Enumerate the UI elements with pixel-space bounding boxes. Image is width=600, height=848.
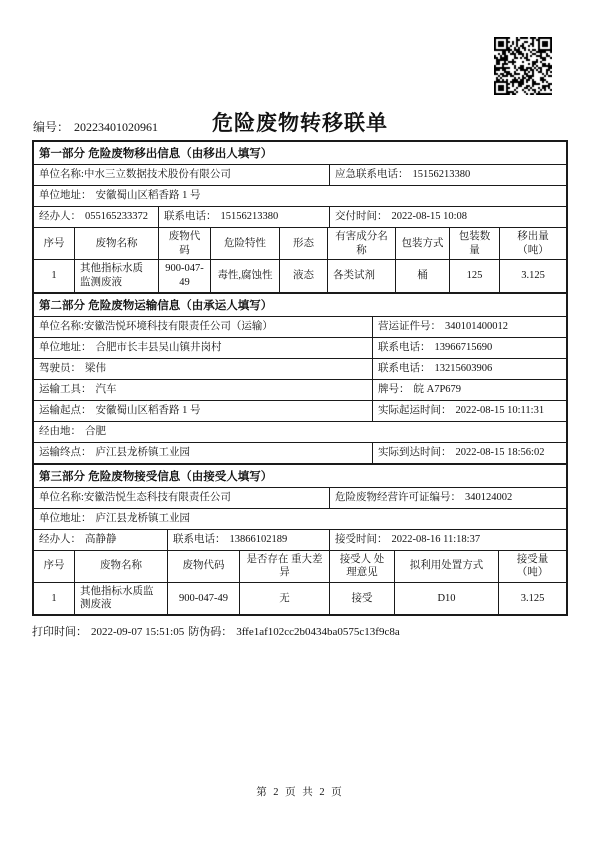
out-row-waste-code: 900-047-49 [158, 260, 210, 291]
part2-vehicle-label: 运输工具： [39, 383, 92, 395]
part1-row-unit [34, 164, 566, 185]
part1-emergency-phone-value: 15156213380 [412, 169, 471, 181]
part3-agent-label: 经办人： [39, 533, 81, 545]
page-title: 危险废物转移联单 [212, 112, 388, 135]
part1-emergency-phone-label: 应急联系电话： [335, 169, 409, 181]
in-table-header-seq: 序号 [43, 560, 65, 572]
out-row-form: 液态 [279, 260, 327, 291]
manifest-body [32, 140, 568, 639]
in-row-discrepancy: 无 [239, 583, 329, 614]
in-row-waste-code: 900-047-49 [167, 583, 239, 614]
part2-destination-value: 庐江县龙桥镇工业园 [95, 446, 190, 458]
part1-section-title: 第一部分 危险废物移出信息（由移出人填写） [39, 148, 273, 160]
part2-destination-label: 运输终点： [39, 446, 92, 458]
part1-unit-name-label: 单位名称: [39, 169, 84, 181]
out-table-header-waste-name: 废物名称 [74, 228, 158, 259]
part2-via-cell [34, 422, 566, 442]
part3-address-cell [34, 509, 566, 529]
in-table-header-amount: 接受量（吨） [498, 551, 566, 582]
part3-phone-value: 13866102189 [229, 533, 288, 545]
out-table-data-row [34, 259, 566, 291]
print-time-value: 2022-09-07 15:51:05 [91, 626, 185, 639]
part2-plate-value: 皖 A7P679 [413, 383, 462, 395]
out-table-header-form: 形态 [279, 228, 327, 259]
part2-row-via [34, 421, 566, 442]
part2-vehicle-value: 汽车 [95, 383, 117, 395]
part2-driver-value: 梁伟 [85, 362, 106, 374]
part2-section-title: 第二部分 危险废物运输信息（由承运人填写） [39, 299, 273, 312]
in-table-header-waste-name: 废物名称 [74, 551, 167, 582]
in-row-seq: 1 [51, 592, 57, 604]
page-number: 第 2 页 共 2 页 [256, 787, 344, 798]
part2-unit-name-cell [34, 317, 372, 337]
out-table-header-amount: 移出量（吨） [499, 228, 566, 259]
part3-row-unit [34, 487, 566, 508]
part2-vehicle-cell [34, 380, 372, 400]
part2-arrival-time-cell [372, 443, 566, 463]
document-number-label: 编号： [33, 120, 70, 134]
qr-code-image [494, 37, 552, 95]
part3-unit-name-cell [34, 488, 329, 508]
print-time-label: 打印时间： [32, 626, 87, 639]
part2-license-cell [372, 317, 566, 337]
part3-accept-time-label: 接受时间： [335, 533, 388, 545]
in-row-disposal: D10 [394, 583, 498, 614]
in-table-header-disposal: 拟利用处置方式 [394, 551, 498, 582]
part1-unit-name-value: 中水三立数据技术股份有限公司 [83, 169, 231, 181]
part3-permit-label: 危险废物经营许可证编号： [335, 491, 461, 503]
out-table-header-package: 包装方式 [395, 228, 449, 259]
part2-section-header [34, 292, 566, 316]
out-row-package-qty: 125 [449, 260, 499, 291]
part2-phone2-label: 联系电话： [378, 362, 431, 374]
out-table-header-row [34, 227, 566, 259]
antifake-code: 3ffe1af102cc2b0434ba0575c13f9c8a [236, 626, 400, 639]
part2-phone2-cell [372, 359, 566, 379]
in-table-header-waste-code: 废物代码 [167, 551, 239, 582]
part3-agent-cell [34, 530, 167, 550]
part3-unit-name-value: 安徽浩悦生态科技有限责任公司 [83, 491, 231, 503]
part2-origin-cell [34, 401, 372, 421]
part2-origin-label: 运输起点： [39, 404, 92, 416]
part1-phone-value: 15156213380 [220, 211, 279, 223]
part3-permit-cell [329, 488, 566, 508]
out-row-hazard: 毒性,腐蚀性 [210, 260, 279, 291]
part2-address-label: 单位地址： [39, 341, 92, 353]
part3-agent-value: 高静静 [85, 533, 117, 545]
part2-phone2-value: 13215603906 [434, 362, 493, 374]
part1-unit-name-cell [34, 165, 329, 185]
part1-section-header [34, 142, 566, 164]
part1-delivery-time-value: 2022-08-15 10:08 [391, 211, 468, 223]
part2-license-label: 营运证件号： [378, 320, 441, 332]
in-table-header-opinion: 接受人 处理意见 [329, 551, 394, 582]
part3-row-address [34, 508, 566, 529]
part2-phone1-value: 13966715690 [434, 341, 493, 353]
part2-via-label: 经由地： [39, 425, 81, 437]
part1-agent-label: 经办人： [39, 211, 81, 223]
part3-accept-time-cell [329, 530, 566, 550]
part3-row-agent [34, 529, 566, 550]
part1-phone-cell [158, 207, 329, 227]
out-table-header-package-qty: 包装数量 [449, 228, 499, 259]
out-table-header-hazard: 危险特性 [210, 228, 279, 259]
part2-phone1-cell [372, 338, 566, 358]
in-table-header-row [34, 550, 566, 582]
part1-address-label: 单位地址： [39, 190, 92, 202]
part3-address-label: 单位地址： [39, 512, 92, 524]
part2-driver-cell [34, 359, 372, 379]
part1-agent-cell [34, 207, 158, 227]
part3-permit-value: 340124002 [465, 491, 513, 503]
part2-arrival-time-label: 实际到达时间： [378, 446, 452, 458]
part2-destination-cell [34, 443, 372, 463]
part2-depart-time-label: 实际起运时间： [378, 404, 452, 416]
part3-address-value: 庐江县龙桥镇工业园 [95, 512, 190, 524]
manifest-table [32, 140, 568, 616]
part2-plate-label: 牌号： [378, 383, 410, 395]
part2-row-unit [34, 316, 566, 337]
part2-row-driver [34, 358, 566, 379]
part1-phone-label: 联系电话： [164, 211, 217, 223]
in-table-header-discrepancy: 是否存在 重大差异 [239, 551, 329, 582]
out-row-waste-name: 其他指标水质监测废液 [74, 260, 158, 291]
in-table-data-row [34, 582, 566, 614]
part2-row-vehicle [34, 379, 566, 400]
part2-driver-label: 驾驶员： [39, 362, 81, 374]
in-row-waste-name: 其他指标水质监测废液 [74, 583, 167, 614]
part2-via-value: 合肥 [85, 425, 106, 437]
part2-address-cell [34, 338, 372, 358]
part1-row-agent [34, 206, 566, 227]
out-table-header-waste-code: 废物代码 [158, 228, 210, 259]
part1-agent-value: 055165233372 [85, 211, 148, 223]
out-row-package: 桶 [395, 260, 449, 291]
part2-unit-name-value: 安徽浩悦环境科技有限责任公司（运输） [83, 320, 273, 332]
part3-section-header [34, 463, 566, 487]
part2-row-address [34, 337, 566, 358]
part3-accept-time-value: 2022-08-16 11:18:37 [391, 533, 481, 545]
part2-row-origin [34, 400, 566, 421]
part3-phone-label: 联系电话： [173, 533, 226, 545]
out-row-amount: 3.125 [499, 260, 566, 291]
part2-row-destination [34, 442, 566, 463]
document-number-value: 20223401020961 [74, 120, 159, 134]
out-table-header-component: 有害成分名称 [327, 228, 395, 259]
in-row-amount: 3.125 [498, 583, 566, 614]
part2-address-value: 合肥市长丰县吴山镇井岗村 [95, 341, 222, 353]
part2-depart-time-cell [372, 401, 566, 421]
part1-delivery-time-cell [329, 207, 566, 227]
part3-phone-cell [167, 530, 329, 550]
print-info-line [32, 623, 568, 639]
part1-row-address [34, 185, 566, 206]
part2-unit-name-label: 单位名称: [39, 320, 84, 332]
in-row-opinion: 接受 [329, 583, 394, 614]
out-row-component: 各类试剂 [327, 260, 395, 291]
part2-arrival-time-value: 2022-08-15 18:56:02 [455, 446, 545, 458]
out-row-seq: 1 [51, 270, 57, 282]
out-table-header-seq: 序号 [43, 237, 65, 249]
part1-delivery-time-label: 交付时间： [335, 211, 388, 223]
part3-unit-name-label: 单位名称: [39, 491, 84, 503]
part1-address-value: 安徽蜀山区稻香路 1 号 [95, 190, 201, 202]
part3-section-title: 第三部分 危险废物接受信息（由接受人填写） [39, 470, 273, 483]
part1-address-cell [34, 186, 566, 206]
part2-license-value: 340101400012 [445, 320, 508, 332]
part2-phone1-label: 联系电话： [378, 341, 431, 353]
part1-emergency-phone-cell [329, 165, 566, 185]
part2-plate-cell [372, 380, 566, 400]
part2-origin-value: 安徽蜀山区稻香路 1 号 [95, 404, 201, 416]
part2-depart-time-value: 2022-08-15 10:11:31 [455, 404, 545, 416]
antifake-label: 防伪码： [188, 626, 233, 639]
